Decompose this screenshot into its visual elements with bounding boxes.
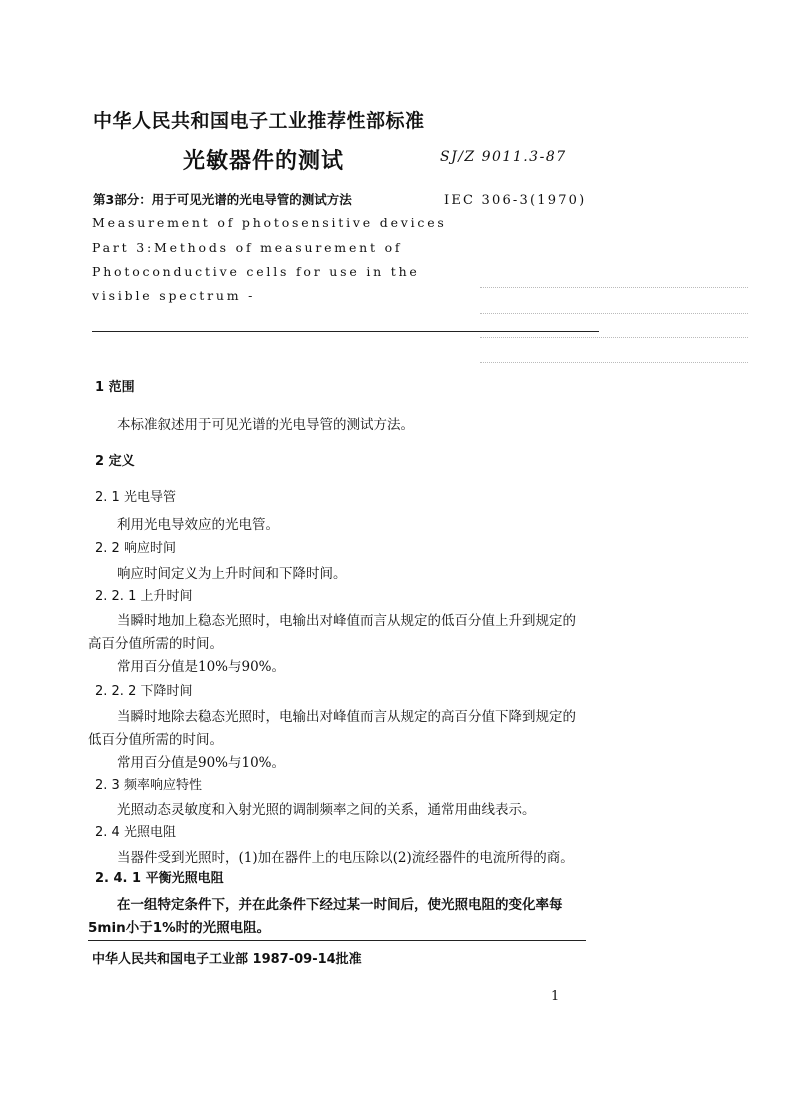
- paragraph: 高百分值所需的时间。: [88, 636, 223, 652]
- paragraph: 当瞬时地除去稳态光照时，电输出对峰值而言从规定的高百分值下降到规定的: [117, 709, 576, 725]
- subsection-heading: 2. 2. 2 下降时间: [95, 684, 193, 699]
- paragraph: 低百分值所需的时间。: [88, 732, 223, 748]
- paragraph: 当器件受到光照时，(1)加在器件上的电压除以(2)流经器件的电流所得的商。: [117, 850, 574, 866]
- footer-divider: [88, 940, 586, 941]
- english-title-line: Measurement of photosensitive devices: [92, 215, 447, 230]
- scan-artifact: [480, 287, 748, 288]
- scan-artifact: [480, 337, 748, 338]
- approval-line: 中华人民共和国电子工业部 1987-09-14批准: [92, 952, 362, 967]
- iec-reference: IEC 306-3(1970): [444, 193, 587, 208]
- subsection-heading: 2. 1 光电导管: [95, 490, 176, 505]
- subsection-heading: 2. 2 响应时间: [95, 541, 176, 556]
- paragraph: 5min小于1%时的光照电阻。: [88, 920, 271, 936]
- subsection-heading: 2. 3 频率响应特性: [95, 778, 202, 793]
- scan-artifact: [480, 313, 748, 314]
- paragraph: 常用百分值是10%与90%。: [117, 659, 286, 675]
- paragraph: 常用百分值是90%与10%。: [117, 755, 286, 771]
- header-divider: [92, 331, 599, 332]
- standard-number: SJ/Z 9011.3-87: [440, 149, 567, 165]
- part-title: 第3部分：用于可见光谱的光电导管的测试方法: [93, 192, 352, 207]
- paragraph: 响应时间定义为上升时间和下降时间。: [117, 566, 347, 582]
- section-heading: 2 定义: [95, 454, 135, 469]
- document-title: 光敏器件的测试: [183, 149, 345, 174]
- paragraph: 本标准叙述用于可见光谱的光电导管的测试方法。: [117, 417, 414, 433]
- subsection-heading: 2. 4. 1 平衡光照电阻: [95, 871, 224, 886]
- subsection-heading: 2. 4 光照电阻: [95, 825, 176, 840]
- english-title-line: Part 3:Methods of measurement of: [92, 240, 403, 255]
- scan-artifact: [480, 362, 748, 363]
- paragraph: 光照动态灵敏度和入射光照的调制频率之间的关系，通常用曲线表示。: [117, 802, 536, 818]
- org-line: 中华人民共和国电子工业推荐性部标准: [93, 110, 425, 132]
- paragraph: 利用光电导效应的光电管。: [117, 517, 279, 533]
- section-heading: 1 范围: [95, 380, 135, 395]
- page-number: 1: [551, 989, 560, 1004]
- subsection-heading: 2. 2. 1 上升时间: [95, 589, 193, 604]
- paragraph: 在一组特定条件下，并在此条件下经过某一时间后，使光照电阻的变化率每: [117, 897, 563, 913]
- english-title-line: Photoconductive cells for use in the: [92, 264, 420, 279]
- english-title-line: visible spectrum -: [92, 288, 256, 303]
- paragraph: 当瞬时地加上稳态光照时，电输出对峰值而言从规定的低百分值上升到规定的: [117, 613, 576, 629]
